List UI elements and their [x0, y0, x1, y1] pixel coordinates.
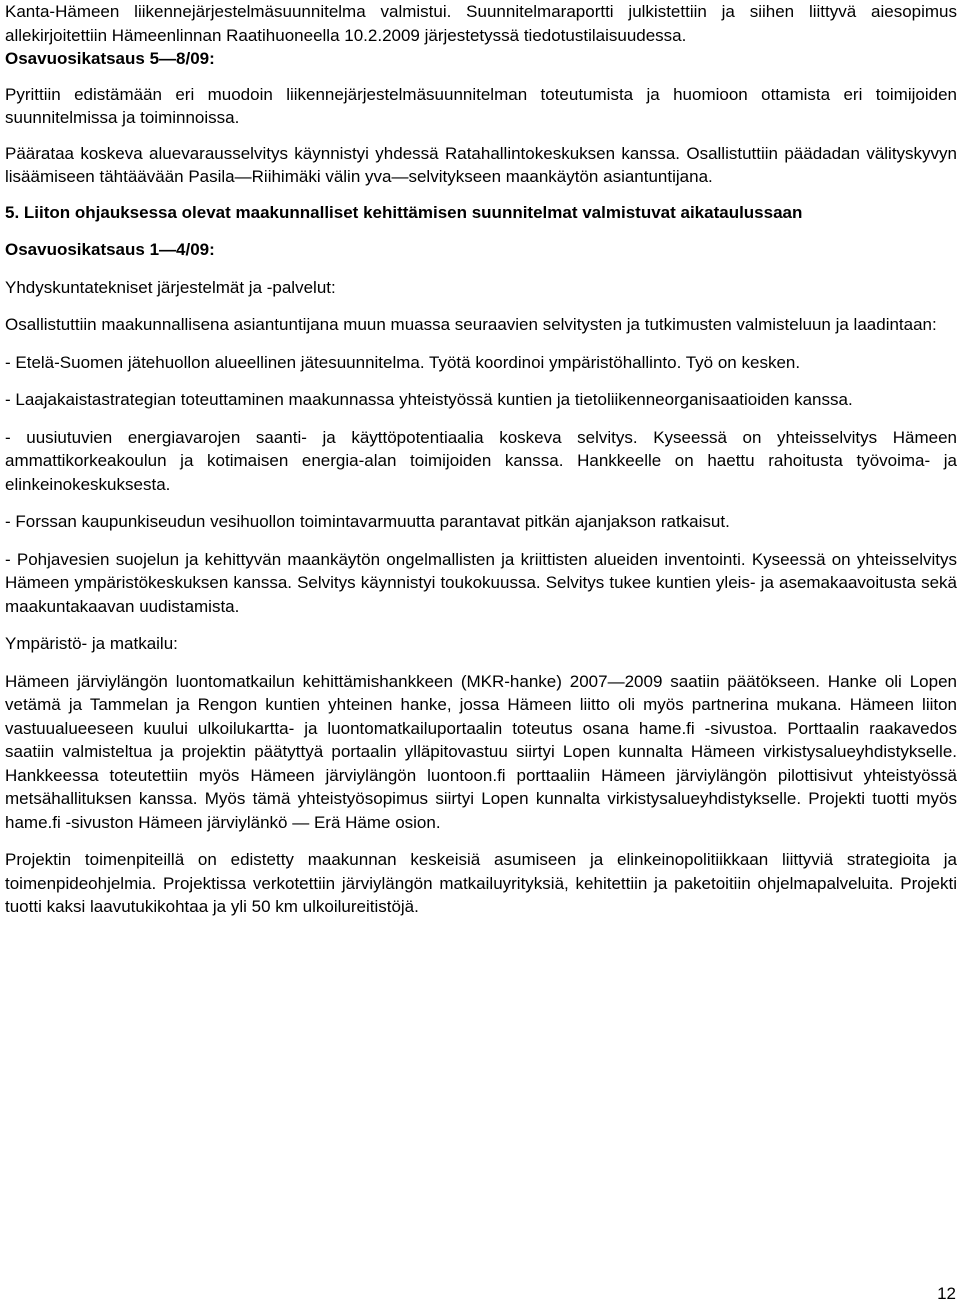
- list-item-renewable-energy: - uusiutuvien energiavarojen saanti- ja käyttöpotentiaalia koskeva selvitys. Kyseessä on yhteisselvitys Hämeen ammattikorkeakoulun ja kotimaisen energia-alan toimijoiden kanssa. Hankkeelle on haettu rahoitusta työvoima- ja elinkeinokeskuksesta.: [5, 427, 957, 494]
- paragraph-mkr-project: Hämeen järviylängön luontomatkailun kehittämishankkeen (MKR-hanke) 2007—2009 saatiin päätökseen. Hanke oli Lopen vetämä ja Tammelan ja Rengon kuntien yhteinen hanke, jossa Hämeen liitto oli myös partnerina mukana. Hämeen liiton vastuualueeseen kuului ulkoilukartta- ja luontomatkailuportaalin toteutus osana hame.fi -sivustoa. Porttaalin raakavedos saatiin valmisteltua ja projektin päätyttyä portaalin ylläpitovastuu siirtyi Lopen kunnalta Hämeen virkistysalueyhdistykselle. Hankkeessa toteutettiin myös Hämeen järviylängön luontoon.fi porttaaliin Hämeen järviylängön pilottisivut yhteistyössä metsähallituksen kanssa. Myös tämä yhteistyösopimus siirtyi Lopen kunnalta virkistysalueyhdistykselle. Projekti tuotti myös hame.fi -sivuston Hämeen järviylänkö — Erä Häme osion.: [5, 671, 957, 832]
- heading-review-5-8-09: Osavuosikatsaus 5—8/09:: [5, 49, 215, 68]
- document-page: [5, 0, 957, 919]
- list-item-groundwater: - Pohjavesien suojelun ja kehittyvän maankäytön ongelmallisten ja kriittisten alueiden inventointi. Kyseessä on yhteisselvitys Hämeen ympäristökeskuksen kanssa. Selvitys käynnistyi toukokuussa. Selvitys tukee kuntien yleis- ja asemakaavoitusta sekä maakuntakaavan uudistamista.: [5, 549, 957, 616]
- list-item-waste-plan: - Etelä-Suomen jätehuollon alueellinen jätesuunnitelma. Työtä koordinoi ympäristöhallinto. Työ on kesken.: [5, 352, 801, 372]
- paragraph-expert-participation: Osallistuttiin maakunnallisena asiantuntijana muun muassa seuraavien selvitysten ja tutkimusten valmisteluun ja laadintaan:: [5, 315, 937, 334]
- paragraph-plan-completed: Kanta-Hämeen liikennejärjestelmäsuunnitelma valmistui. Suunnitelmaraportti julkistettiin ja siihen liittyvä aiesopimus allekirjoitettiin Hämeenlinnan Raatihuoneella 10.2.2009 järjestetyssä tiedotustilaisuudessa.: [5, 2, 957, 45]
- paragraph-promotion: Pyrittiin edistämään eri muodoin liikennejärjestelmäsuunnitelman toteutumista ja huomioon ottamista eri toimijoiden suunnitelmissa ja toiminnoissa.: [5, 84, 957, 127]
- page-number: 12: [937, 1284, 956, 1303]
- list-item-water-supply: - Forssan kaupunkiseudun vesihuollon toimintavarmuutta parantavat pitkän ajanjakson ratkaisut.: [5, 512, 730, 531]
- list-item-broadband: - Laajakaistastrategian toteuttaminen maakunnassa yhteistyössä kuntien ja tietoliikenneorganisaatioiden kanssa.: [5, 390, 853, 409]
- subheading-environment-tourism: Ympäristö- ja matkailu:: [5, 634, 178, 653]
- subheading-infrastructure: Yhdyskuntatekniset järjestelmät ja -palvelut:: [5, 277, 336, 297]
- paragraph-main-rail: Pääratаa koskeva aluevarausselvitys käynnistyi yhdessä Ratahallintokeskuksen kanssa. Osallistuttiin päädadan välityskyvyn lisäämiseen tähtäävään Pasila—Riihimäki välin yva—selvitykseen maankäytön asiantuntijana.: [5, 143, 957, 186]
- paragraph-project-measures: Projektin toimenpiteillä on edistetty maakunnan keskeisiä asumiseen ja elinkeinopolitiikkaan liittyviä strategioita ja toimenpideohjelmia. Projektissa verkotettiin järviylängön matkailuyrityksiä, kehitettiin ja paketoitiin ohjelmapalveluita. Projekti tuotti kaksi laavutukikohtaa ja yli 50 km ulkoilureitistöjä.: [5, 850, 957, 916]
- heading-section-5: 5. Liiton ohjauksessa olevat maakunnalliset kehittämisen suunnitelmat valmistuvat aikataulussaan: [5, 202, 803, 222]
- heading-review-1-4-09: Osavuosikatsaus 1—4/09:: [5, 240, 215, 259]
